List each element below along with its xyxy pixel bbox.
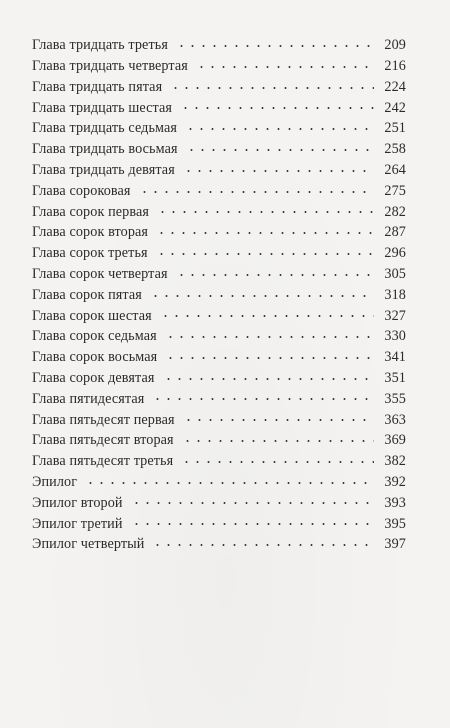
dot-leader — [152, 535, 374, 549]
toc-entry — [32, 326, 406, 347]
toc-entry-title: Эпилог четвертый — [32, 536, 145, 553]
toc-entry-page-number: 264 — [384, 161, 406, 178]
toc-entry — [32, 472, 406, 493]
toc-entry-title: Глава сорок первая — [32, 203, 150, 220]
dot-leader — [176, 265, 374, 279]
toc-entry-page-number: 341 — [384, 349, 406, 366]
toc-entry — [32, 35, 406, 56]
toc-entry-page-number: 242 — [384, 99, 406, 116]
toc-entry — [32, 56, 406, 77]
dot-leader — [165, 327, 374, 341]
toc-entry-title: Глава сорок восьмая — [32, 349, 158, 366]
toc-entry-title: Глава сорок шестая — [32, 307, 152, 324]
toc-entry-title: Глава сорок седьмая — [32, 328, 157, 345]
toc-entry-title: Глава сорок девятая — [32, 369, 155, 386]
dot-leader — [170, 78, 374, 92]
dot-leader — [182, 431, 374, 445]
toc-entry — [32, 389, 406, 410]
toc-entry — [32, 368, 406, 389]
dot-leader — [157, 202, 374, 216]
dot-leader — [131, 494, 374, 508]
dot-leader — [185, 119, 374, 133]
toc-entry-page-number: 318 — [384, 286, 406, 303]
dot-leader — [186, 140, 374, 154]
toc-entry-page-number: 287 — [384, 224, 406, 241]
toc-entry-page-number: 224 — [384, 78, 406, 95]
toc-entry-title: Эпилог второй — [32, 494, 123, 511]
toc-entry — [32, 243, 406, 264]
toc-entry — [32, 513, 406, 534]
toc-entry-page-number: 209 — [384, 37, 406, 54]
toc-entry-title: Глава сорок пятая — [32, 286, 142, 303]
toc-entry-page-number: 216 — [384, 57, 406, 74]
toc-entry-page-number: 251 — [384, 120, 406, 137]
toc-entry-page-number: 395 — [384, 515, 406, 532]
toc-entry — [32, 139, 406, 160]
dot-leader — [156, 223, 374, 237]
toc-entry — [32, 118, 406, 139]
toc-entry — [32, 77, 406, 98]
toc-entry — [32, 181, 406, 202]
toc-entry-title: Глава сороковая — [32, 182, 131, 199]
toc-entry-page-number: 369 — [384, 432, 406, 449]
dot-leader — [131, 514, 374, 528]
toc-entry-page-number: 296 — [384, 245, 406, 262]
dot-leader — [156, 244, 374, 258]
dot-leader — [152, 390, 374, 404]
dot-leader — [85, 473, 374, 487]
toc-entry-page-number: 397 — [384, 536, 406, 553]
toc-entry-title: Глава сорок четвертая — [32, 265, 168, 282]
toc-entry — [32, 451, 406, 472]
toc-entry-page-number: 393 — [384, 494, 406, 511]
toc-entry — [32, 305, 406, 326]
toc-entry-title: Глава тридцать восьмая — [32, 141, 178, 158]
toc-entry-title: Глава пятьдесят первая — [32, 411, 175, 428]
dot-leader — [139, 182, 374, 196]
toc-entry-title: Глава тридцать шестая — [32, 99, 173, 116]
dot-leader — [183, 161, 374, 175]
toc-entry-title: Глава тридцать седьмая — [32, 120, 178, 137]
toc-entry — [32, 493, 406, 514]
toc-entry-title: Глава пятьдесят третья — [32, 453, 174, 470]
toc-entry-page-number: 282 — [384, 203, 406, 220]
toc-entry-page-number: 327 — [384, 307, 406, 324]
toc-entry-page-number: 305 — [384, 265, 406, 282]
toc-entry — [32, 160, 406, 181]
toc-entry-page-number: 355 — [384, 390, 406, 407]
toc-entry-title: Глава сорок третья — [32, 245, 148, 262]
dot-leader — [163, 369, 374, 383]
toc-entry-page-number: 363 — [384, 411, 406, 428]
toc-entry-page-number: 330 — [384, 328, 406, 345]
toc-entry-page-number: 382 — [384, 453, 406, 470]
toc-entry-title: Глава тридцать девятая — [32, 161, 175, 178]
toc-entry-title: Глава тридцать четвертая — [32, 57, 188, 74]
toc-entry-title: Глава пятьдесят вторая — [32, 432, 174, 449]
toc-entry-page-number: 392 — [384, 473, 406, 490]
toc-entry — [32, 97, 406, 118]
toc-entry-title: Глава тридцать пятая — [32, 78, 163, 95]
dot-leader — [160, 306, 374, 320]
table-of-contents — [32, 35, 406, 555]
toc-entry-page-number: 275 — [384, 182, 406, 199]
toc-entry — [32, 201, 406, 222]
toc-entry — [32, 264, 406, 285]
toc-entry — [32, 222, 406, 243]
toc-entry-title: Глава пятидесятая — [32, 390, 145, 407]
dot-leader — [176, 36, 374, 50]
toc-entry-title: Эпилог третий — [32, 515, 123, 532]
toc-entry-title: Эпилог — [32, 473, 78, 490]
toc-entry-page-number: 258 — [384, 141, 406, 158]
toc-entry — [32, 430, 406, 451]
toc-entry — [32, 409, 406, 430]
toc-entry — [32, 534, 406, 555]
toc-entry — [32, 285, 406, 306]
dot-leader — [181, 452, 374, 466]
dot-leader — [180, 98, 374, 112]
dot-leader — [183, 410, 374, 424]
dot-leader — [150, 286, 374, 300]
toc-entry-title: Глава тридцать третья — [32, 37, 168, 54]
dot-leader — [165, 348, 374, 362]
toc-entry-page-number: 351 — [384, 369, 406, 386]
toc-entry — [32, 347, 406, 368]
dot-leader — [196, 57, 374, 71]
toc-entry-title: Глава сорок вторая — [32, 224, 149, 241]
